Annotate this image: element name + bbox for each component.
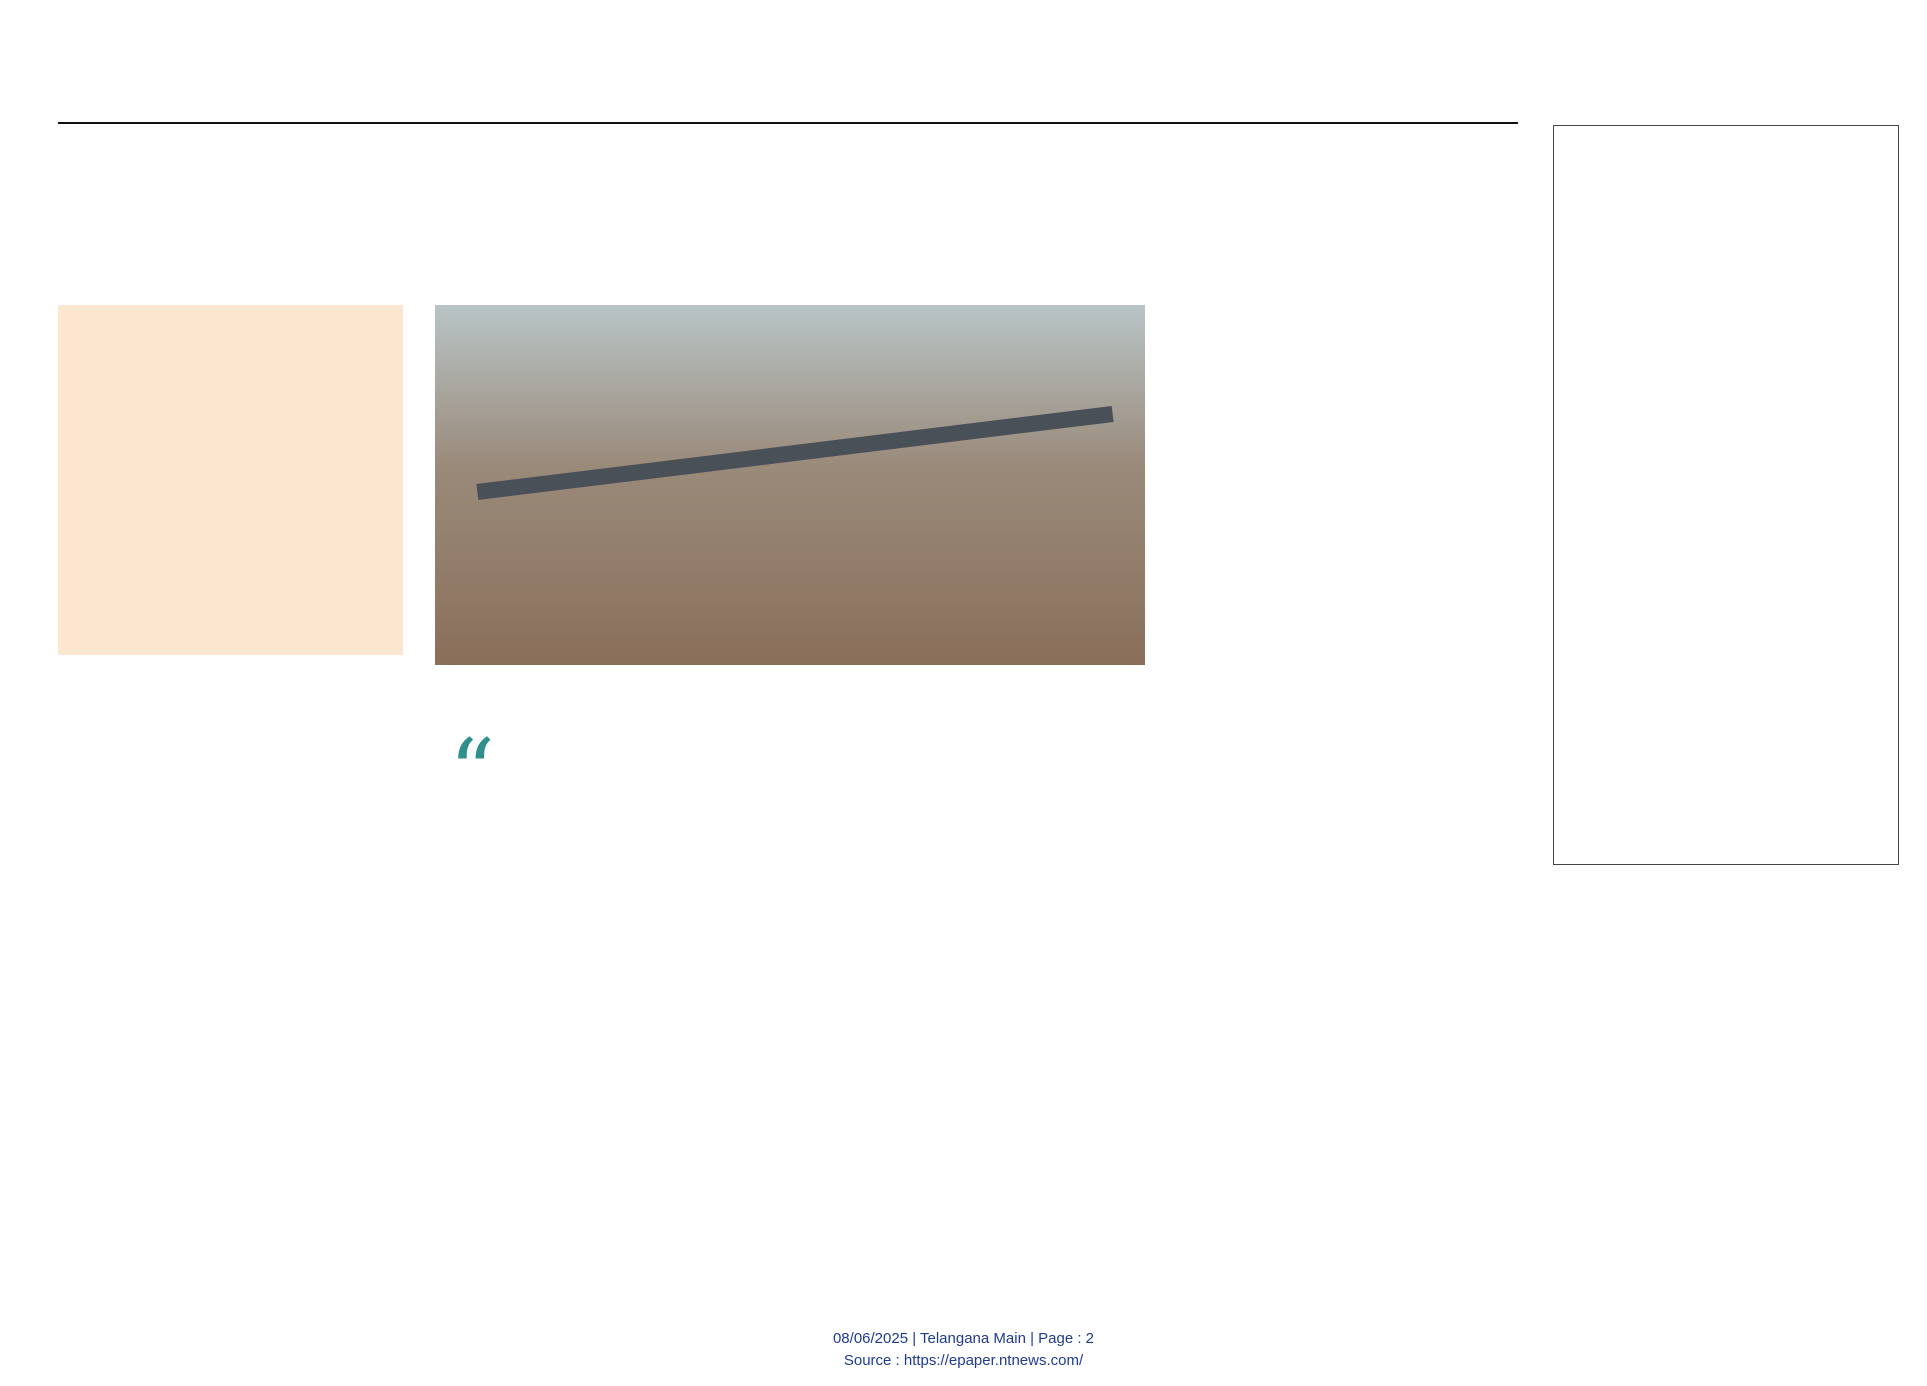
masthead-rule [58, 122, 1518, 124]
footer-date-line: 08/06/2025 | Telangana Main | Page : 2 [832, 1330, 1095, 1347]
barrage-photo [435, 305, 1145, 665]
barrage-bridge [476, 406, 1113, 500]
headline [58, 150, 1518, 290]
footer-source-line: Source : https://epaper.ntnews.com/ [843, 1352, 1084, 1369]
quote-mark-icon: “ [449, 720, 496, 825]
sidebar-box [1553, 125, 1899, 865]
page-footer [0, 1328, 1927, 1372]
highlights-box [58, 305, 403, 655]
quote-box [435, 680, 1145, 830]
masthead [560, 8, 1180, 78]
